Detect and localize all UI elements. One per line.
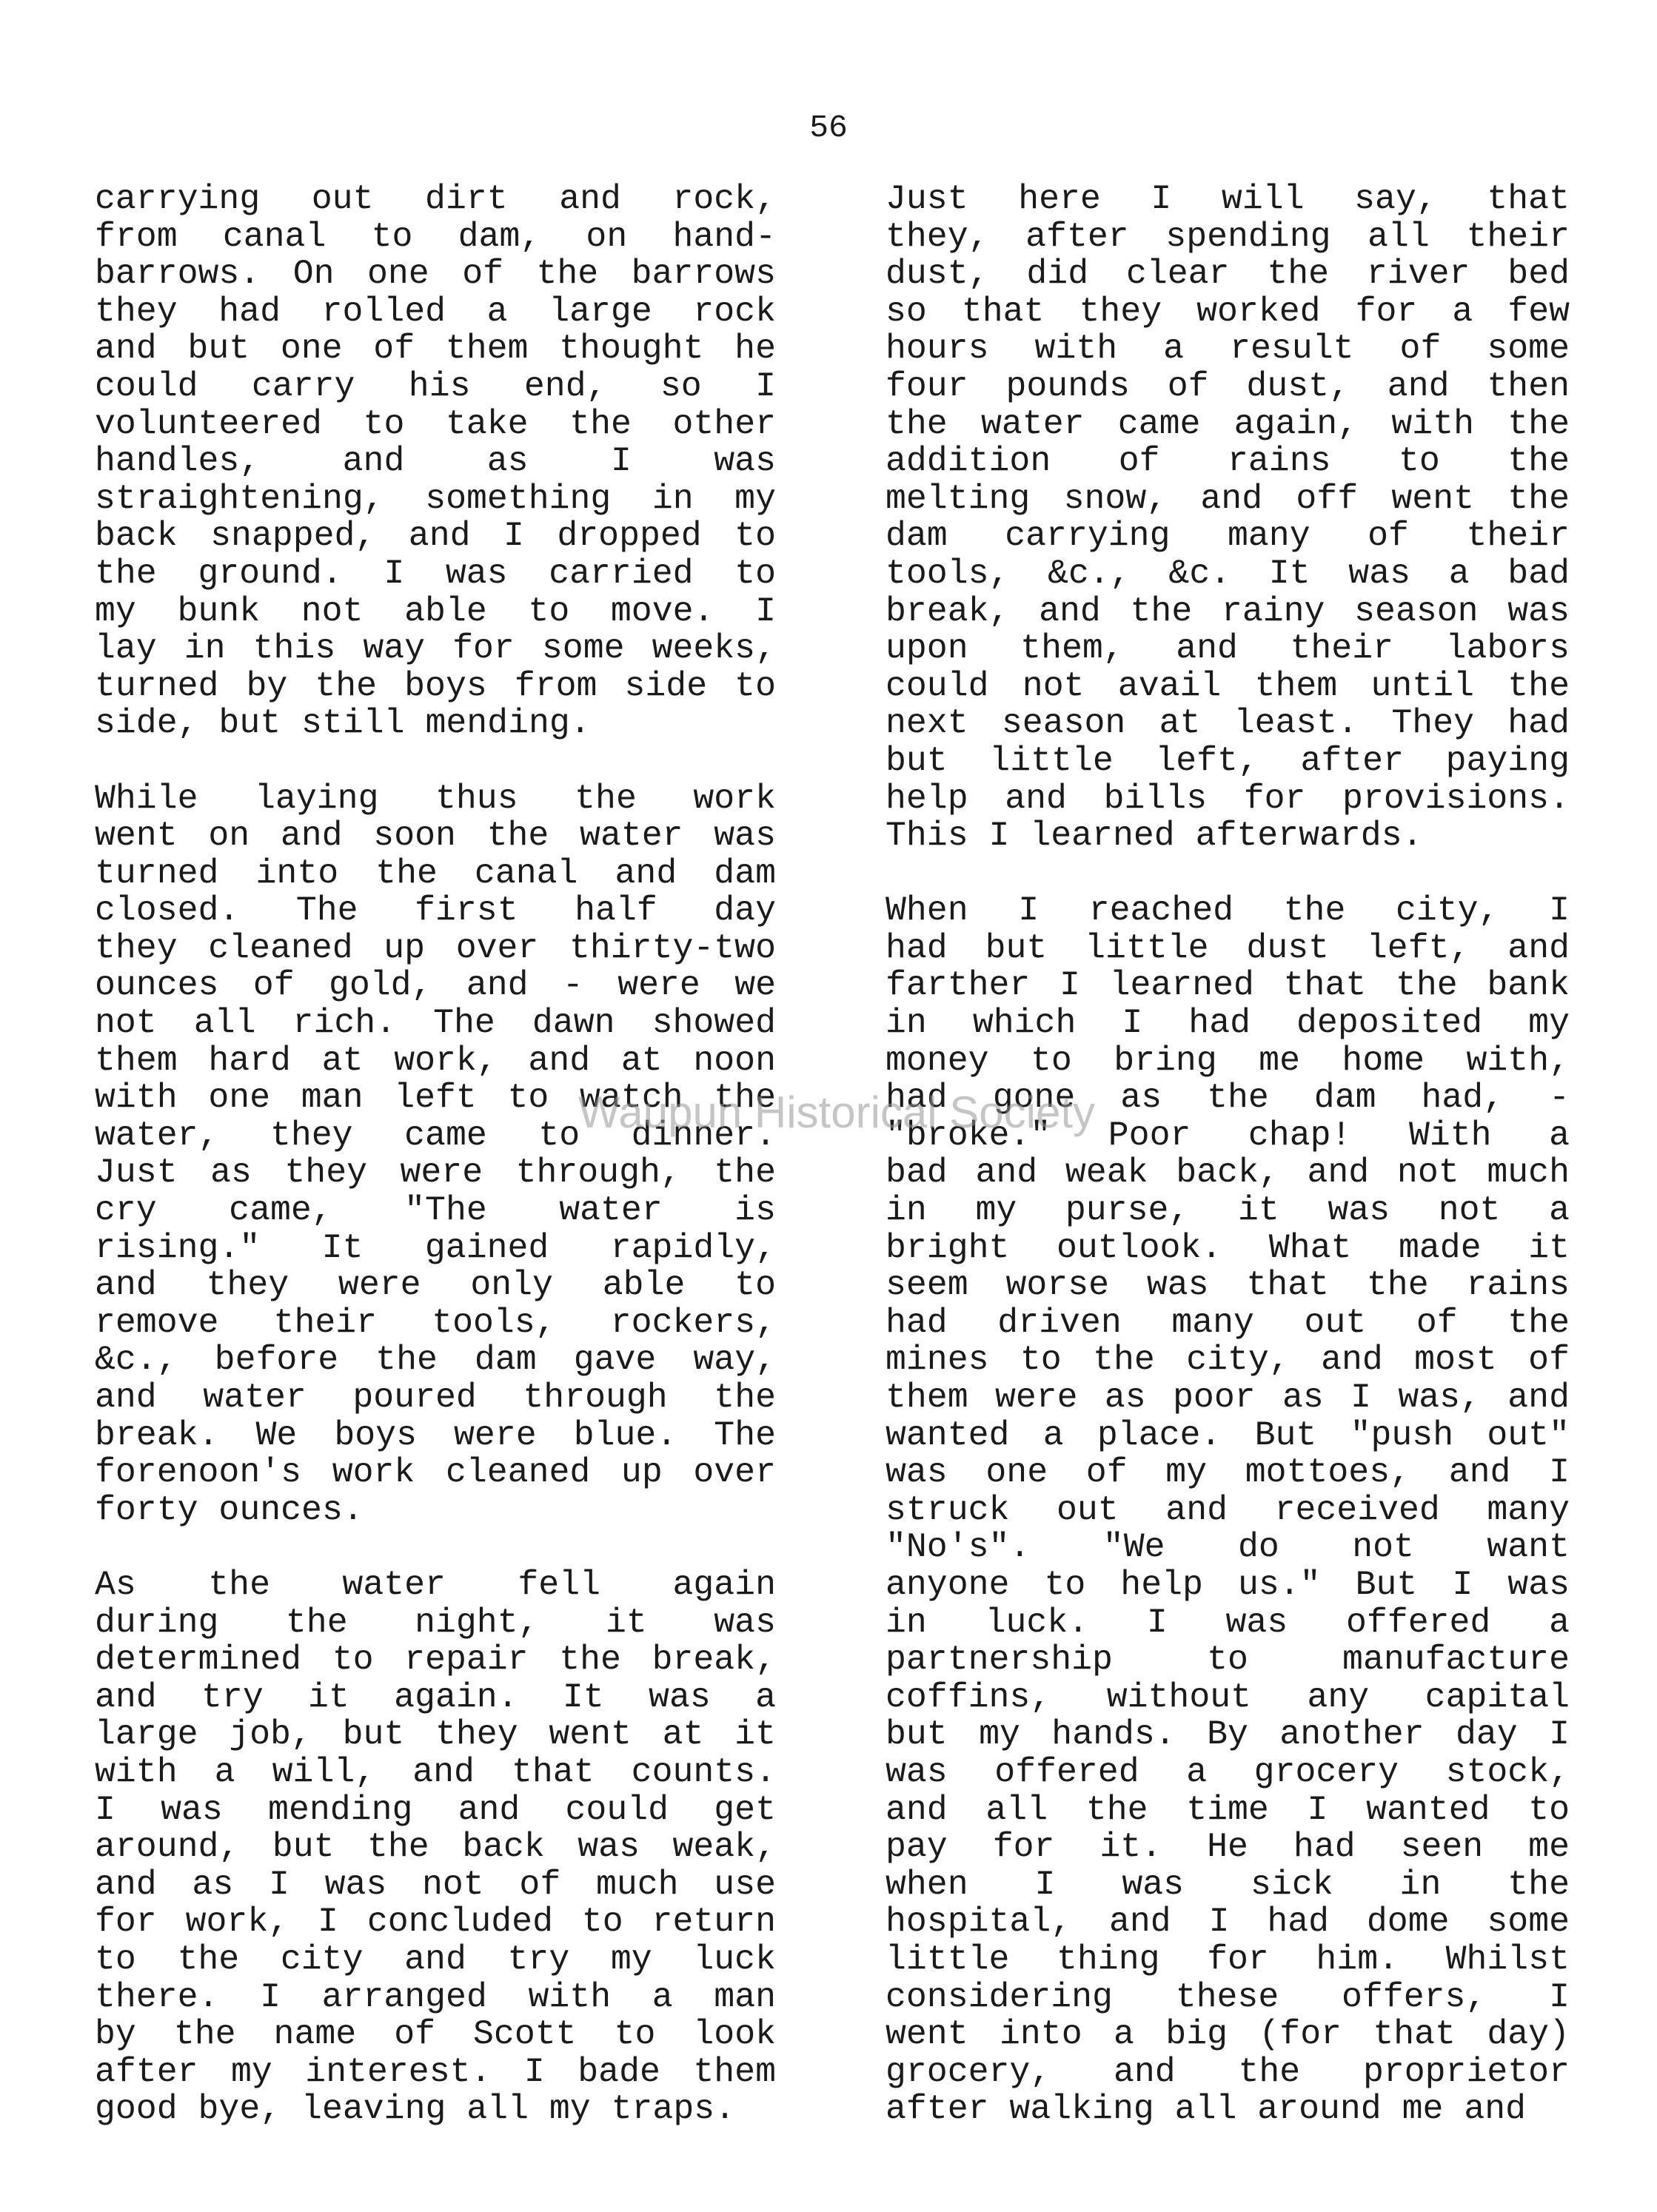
text-line: after my interest. I bade them xyxy=(95,2053,776,2091)
text-line: so that they worked for a few xyxy=(886,292,1570,331)
right-column-paragraph xyxy=(886,181,1570,855)
text-line: grocery, and the proprietor xyxy=(886,2053,1570,2091)
text-line: When I reached the city, I xyxy=(886,892,1570,930)
text-line: break, and the rainy season was xyxy=(886,592,1570,631)
text-line: from canal to dam, on hand- xyxy=(95,218,776,256)
text-line: large job, but they went at it xyxy=(95,1716,776,1754)
text-line: I was mending and could get xyxy=(95,1791,776,1829)
text-line: had but little dust left, and xyxy=(886,929,1570,968)
text-line: dust, did clear the river bed xyxy=(886,255,1570,293)
text-line: coffins, without any capital xyxy=(886,1678,1570,1717)
watermark: Waupun Historical Society xyxy=(578,1087,1096,1137)
text-line: in which I had deposited my xyxy=(886,1005,1570,1042)
text-line: had driven many out of the xyxy=(886,1304,1570,1342)
text-line: mines to the city, and most of xyxy=(886,1341,1570,1379)
text-line: the water came again, with the xyxy=(886,405,1570,443)
text-line: ounces of gold, and - were we xyxy=(95,967,776,1005)
text-line: they cleaned up over thirty-two xyxy=(95,929,776,968)
text-line: turned by the boys from side to xyxy=(95,667,776,706)
text-line: good bye, leaving all my traps. xyxy=(95,2091,736,2128)
text-line: carrying out dirt and rock, xyxy=(95,181,776,218)
left-column-paragraph xyxy=(95,1566,776,2128)
left-column-paragraph xyxy=(95,780,776,1529)
text-line: my bunk not able to move. I xyxy=(95,592,776,631)
right-column-paragraph xyxy=(886,892,1570,2128)
text-line: As the water fell again xyxy=(95,1566,776,1604)
text-line: closed. The first half day xyxy=(95,892,776,930)
text-line: four pounds of dust, and then xyxy=(886,367,1570,406)
text-line: and but one of them thought he xyxy=(95,330,776,368)
text-line: them were as poor as I was, and xyxy=(886,1379,1570,1417)
text-line: handles, and as I was xyxy=(95,443,776,480)
text-line: barrows. On one of the barrows xyxy=(95,255,776,293)
text-line: with one man left to watch the xyxy=(95,1079,776,1117)
text-line: struck out and received many xyxy=(886,1491,1570,1529)
text-line: but my hands. By another day I xyxy=(886,1716,1570,1754)
text-line: lay in this way for some weeks, xyxy=(95,630,776,668)
right-column xyxy=(886,181,1570,2128)
page-number: 56 xyxy=(809,110,848,146)
text-line: &c., before the dam gave way, xyxy=(95,1341,776,1379)
text-line: While laying thus the work xyxy=(95,780,776,818)
text-line: rising." It gained rapidly, xyxy=(95,1229,776,1267)
text-line: in my purse, it was not a xyxy=(886,1192,1570,1230)
text-line: turned into the canal and dam xyxy=(95,854,776,893)
left-column-paragraph xyxy=(95,181,776,743)
text-line: and all the time I wanted to xyxy=(886,1791,1570,1829)
text-line: addition of rains to the xyxy=(886,443,1570,480)
text-line: water, they came to dinner. xyxy=(95,1116,776,1155)
text-line: forenoon's work cleaned up over xyxy=(95,1454,776,1492)
text-line: forty ounces. xyxy=(95,1491,364,1529)
text-line: for work, I concluded to return xyxy=(95,1903,776,1941)
text-line: after walking all around me and xyxy=(886,2091,1527,2128)
text-line: little thing for him. Whilst xyxy=(886,1940,1570,1979)
text-line: and try it again. It was a xyxy=(95,1678,776,1717)
text-line: and they were only able to xyxy=(95,1267,776,1304)
text-line: dam carrying many of their xyxy=(886,517,1570,555)
text-line: seem worse was that the rains xyxy=(886,1267,1570,1304)
text-line: "No's". "We do not want xyxy=(886,1529,1570,1566)
text-line: Just here I will say, that xyxy=(886,181,1570,218)
text-line: hours with a result of some xyxy=(886,330,1570,368)
text-line: they, after spending all their xyxy=(886,218,1570,256)
text-line: went on and soon the water was xyxy=(95,817,776,855)
text-line: not all rich. The dawn showed xyxy=(95,1005,776,1042)
text-line: pay for it. He had seen me xyxy=(886,1829,1570,1866)
text-line: to the city and try my luck xyxy=(95,1940,776,1979)
text-line: determined to repair the break, xyxy=(95,1641,776,1679)
text-line: volunteered to take the other xyxy=(95,405,776,443)
text-line: This I learned afterwards. xyxy=(886,817,1423,855)
text-line: in luck. I was offered a xyxy=(886,1603,1570,1642)
text-line: but little left, after paying xyxy=(886,742,1570,780)
text-line: was one of my mottoes, and I xyxy=(886,1454,1570,1492)
text-line: wanted a place. But "push out" xyxy=(886,1416,1570,1455)
text-line: melting snow, and off went the xyxy=(886,480,1570,518)
text-line: around, but the back was weak, xyxy=(95,1829,776,1866)
text-line: there. I arranged with a man xyxy=(95,1978,776,2017)
text-line: straightening, something in my xyxy=(95,480,776,518)
text-line: them hard at work, and at noon xyxy=(95,1042,776,1080)
text-line: hospital, and I had dome some xyxy=(886,1903,1570,1941)
text-line: by the name of Scott to look xyxy=(95,2016,776,2054)
text-line: remove their tools, rockers, xyxy=(95,1304,776,1342)
text-line: with a will, and that counts. xyxy=(95,1753,776,1792)
text-line: could carry his end, so I xyxy=(95,367,776,406)
text-line: had gone as the dam had, - xyxy=(886,1079,1570,1117)
text-line: when I was sick in the xyxy=(886,1866,1570,1904)
text-line: "broke." Poor chap! With a xyxy=(886,1116,1570,1155)
text-line: help and bills for provisions. xyxy=(886,780,1570,818)
left-column xyxy=(95,181,776,2128)
text-line: anyone to help us." But I was xyxy=(886,1566,1570,1604)
text-line: bad and weak back, and not much xyxy=(886,1154,1570,1193)
text-line: went into a big (for that day) xyxy=(886,2016,1570,2054)
text-line: back snapped, and I dropped to xyxy=(95,517,776,555)
text-line: break. We boys were blue. The xyxy=(95,1416,776,1455)
text-line: bright outlook. What made it xyxy=(886,1229,1570,1267)
text-line: was offered a grocery stock, xyxy=(886,1753,1570,1792)
text-line: and water poured through the xyxy=(95,1379,776,1417)
text-line: Just as they were through, the xyxy=(95,1154,776,1193)
text-line: the ground. I was carried to xyxy=(95,554,776,593)
text-line: side, but still mending. xyxy=(95,705,591,743)
text-line: considering these offers, I xyxy=(886,1978,1570,2017)
text-line: farther I learned that the bank xyxy=(886,967,1570,1005)
text-line: could not avail them until the xyxy=(886,667,1570,706)
text-line: cry came, "The water is xyxy=(95,1192,776,1230)
text-line: during the night, it was xyxy=(95,1603,776,1642)
text-line: they had rolled a large rock xyxy=(95,292,776,331)
text-line: tools, &c., &c. It was a bad xyxy=(886,554,1570,593)
text-line: money to bring me home with, xyxy=(886,1042,1570,1080)
text-line: upon them, and their labors xyxy=(886,630,1570,668)
text-line: next season at least. They had xyxy=(886,705,1570,743)
text-line: partnership to manufacture xyxy=(886,1641,1570,1679)
text-line: and as I was not of much use xyxy=(95,1866,776,1904)
